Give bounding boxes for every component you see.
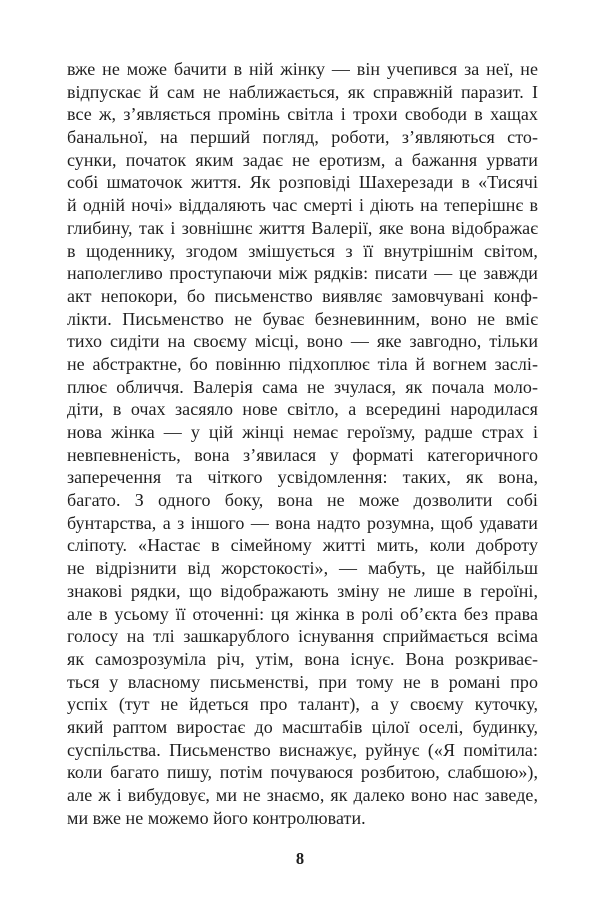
text-line: ться у власному письменстві, при тому не в романі про [67,671,538,692]
text-line: наполегливо проступаючи між рядків: писати — це завжди [67,263,538,284]
text-line: успіх (тут не йдеться про талант), а у своєму куточку, [67,694,538,715]
text-line: знакові рядки, що відображають зміну не лише в героїні, [67,580,538,601]
text-line: й одній ночі» віддаляють час смерті і діють на теперішнє в [67,195,538,216]
text-line: заперечення та чіткого усвідомлення: таких, як вона, [67,467,538,488]
text-line: в щоденнику, згодом змішується з її внутрішнім світом, [67,240,538,261]
text-line: плює обличчя. Валерія сама не зчулася, як почала моло- [67,376,538,397]
text-line: банальної, на перший погляд, роботи, з’являються сто- [67,127,538,148]
text-line: діти, в очах засяяло нове світло, а всередині народилася [67,399,538,420]
text-line: не відрізнити від жорстокості», — мабуть, це найбільш [67,558,538,579]
text-line: але ж і вибудовує, ми не знаємо, як далеко воно нас заведе, [67,785,538,805]
text-line: сліпоту. «Настає в сімейному житті мить, коли доброту [67,535,538,556]
text-line: бунтарства, а з іншого — вона надто розумна, щоб удавати [67,512,538,533]
text-line: тихо сидіти на своєму місці, воно — яке завгодно, тільки [67,331,538,352]
text-line: відпускає й сам не наближається, як справжній паразит. І [67,81,538,102]
text-line: але в усьому її оточенні: ця жінка в ролі об’єкта без права [67,603,538,624]
text-line: все ж, з’являється промінь світла і трохи свободи в хащах [67,104,538,125]
text-line: глибину, так і зовнішнє життя Валерії, яке вона відображає [67,217,538,238]
page-number: 8 [295,849,305,868]
text-line: коли багато пишу, потім почуваюся розбитою, слабшою»), [67,762,538,783]
text-line: лікти. Письменство не буває безневинним, воно не вміє [67,308,538,329]
text-line: вже не може бачити в ній жінку — він учепився за неї, не [67,59,538,79]
text-line: акт непокори, бо письменство виявляє замовчувані конф- [67,285,538,306]
text-line: ми вже не можемо його контролювати. [67,807,366,828]
text-line: нова жінка — у цій жінці немає героїзму, радше страх і [67,422,538,442]
text-line: який раптом виростає до масштабів цілої оселі, будинку, [67,716,538,737]
text-line: суспільства. Письменство виснажує, руйнує («Я помітила: [67,739,538,760]
text-line: як самозрозуміла річ, утім, вона існує. Вона розкриває- [67,648,538,669]
text-line: не абстрактне, бо повінню підхоплює тіла й вогнем заслі- [67,353,538,374]
text-line: невпевненість, вона з’явилася у форматі категоричного [67,444,538,465]
text-line: собі шматочок життя. Як розповіді Шахерезади в «Тисячі [67,172,538,193]
body-text [67,58,538,829]
text-line: голосу на тлі зашкарублого існування сприймається всіма [67,626,538,647]
text-line: сунки, початок яким задає не еротизм, а бажання урвати [67,149,538,170]
text-line: багато. З одного боку, вона не може дозволити собі [67,490,538,511]
